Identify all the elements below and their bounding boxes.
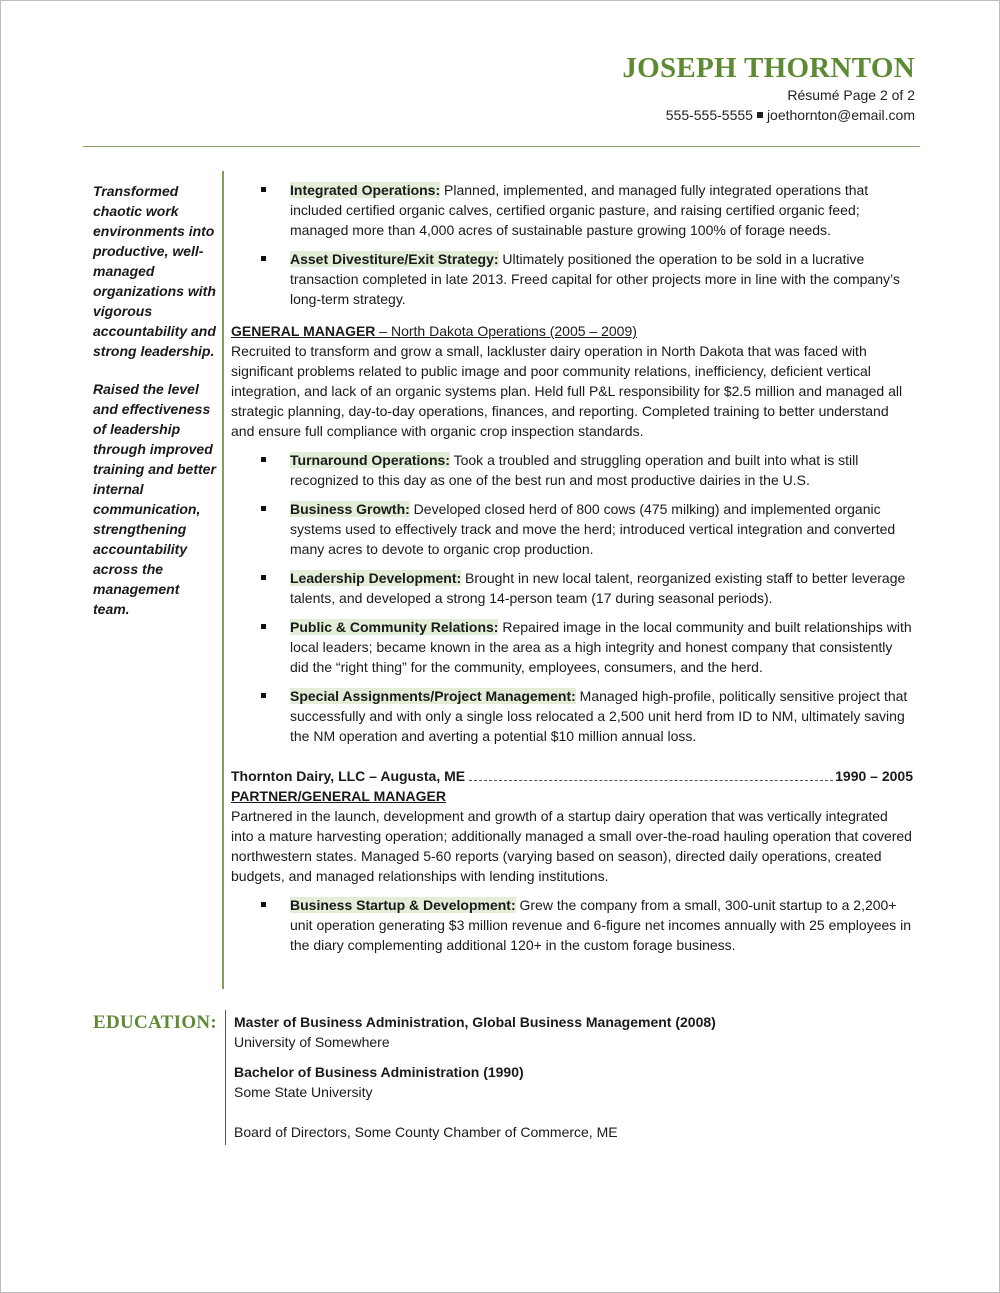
bullet-text: Brought in new local talent, reorganized existing staff to better leverage talents, and developed a strong 14-person team (17 during seasonal periods). [290, 570, 906, 606]
company-name: Thornton Dairy, LLC – Augusta, ME [231, 768, 466, 784]
sidebar [93, 181, 217, 619]
bullet-title: Public & Community Relations: [290, 619, 499, 635]
bullet-list [231, 450, 913, 746]
square-bullet-icon [757, 112, 763, 118]
education-entry [234, 1012, 914, 1052]
square-bullet-icon [261, 575, 266, 580]
bullet-title: Special Assignments/Project Management: [290, 688, 576, 704]
role-heading [231, 321, 913, 341]
bullet-text: Ultimately positioned the operation to be sold in a lucrative transaction completed in late 2013. Freed capital for other projects more in line with the company’s long-term strategy. [290, 251, 900, 307]
bullet-list [231, 895, 913, 955]
list-item [231, 450, 913, 490]
board-membership: Board of Directors, Some County Chamber of Commerce, ME [234, 1124, 618, 1140]
bullet-text: Developed closed herd of 800 cows (475 milking) and implemented organic systems used to effectively track and move the herd; introduced vertical integration and converted many acres to devote to organic crop production. [290, 501, 896, 557]
list-item [231, 249, 913, 309]
bullet-text: Repaired image in the local community and built relationships with local leaders; became known in the area as a high integrity and honest company that consistently did the “right thing” for the community, employees, consumers, and the herd. [290, 619, 912, 675]
role-summary: Recruited to transform and grow a small, lackluster dairy operation in North Dakota that was faced with significant problems related to public image and poor community relations, inefficiency, deficient vertical integration, and lack of an organic systems plan. Held full P&L responsibility for $2.5 million and managed all strategic planning, day-to-day operations, finances, and reporting. Completed training to better understand and ensure full compliance with organic crop inspection standards. [231, 343, 903, 439]
header [622, 51, 915, 125]
bullet-title: Business Growth: [290, 501, 410, 517]
sidebar-quote: Raised the level and effectiveness of leadership through improved training and better internal communication, strengthening accountability across the management team. [93, 381, 216, 617]
bullet-text: Took a troubled and struggling operation and built into what is still recognized to this day as one of the best run and most productive dairies in the U.S. [290, 452, 859, 488]
sidebar-quote: Transformed chaotic work environments into productive, well-managed organizations with vigorous accountability and strong leadership. [93, 183, 216, 359]
square-bullet-icon [261, 256, 266, 261]
list-item [231, 180, 913, 240]
square-bullet-icon [261, 624, 266, 629]
list-item [231, 568, 913, 608]
bullet-title: Asset Divestiture/Exit Strategy: [290, 251, 499, 267]
dotted-leader [469, 767, 833, 781]
education-entry [234, 1062, 914, 1102]
experience-section [231, 180, 913, 964]
header-divider [83, 146, 920, 147]
bullet-text: Managed high-profile, politically sensitive project that successfully and with only a single loss relocated a 2,500 unit herd from ID to NM, ultimately saving the NM operation and averting a potential $10 million annual loss. [290, 688, 908, 744]
education-divider [225, 1010, 226, 1145]
bullet-title: Integrated Operations: [290, 182, 441, 198]
list-item [231, 686, 913, 746]
square-bullet-icon [261, 187, 266, 192]
page-label: Résumé Page 2 of 2 [787, 87, 915, 103]
education-heading: EDUCATION: [93, 1012, 218, 1033]
list-item [231, 617, 913, 677]
bullet-title: Business Startup & Development: [290, 897, 516, 913]
square-bullet-icon [261, 457, 266, 462]
school-name: Some State University [234, 1084, 373, 1100]
education-section [234, 1012, 914, 1142]
square-bullet-icon [261, 506, 266, 511]
bullet-title: Turnaround Operations: [290, 452, 450, 468]
role-title: GENERAL MANAGER [231, 323, 376, 339]
role-location: – North Dakota Operations (2005 – 2009) [375, 323, 637, 339]
bullet-title: Leadership Development: [290, 570, 462, 586]
square-bullet-icon [261, 693, 266, 698]
sidebar-divider [222, 171, 224, 989]
degree-name: Bachelor of Business Administration (1990) [234, 1064, 524, 1080]
bullet-text: Planned, implemented, and managed fully integrated operations that included certified organic calves, certified organic pasture, and raising certified organic feed; managed more than 4,000 acres of sustainable pasture growing 100% of forage needs. [290, 182, 869, 238]
role-title: PARTNER/GENERAL MANAGER [231, 788, 446, 804]
bullet-list [231, 180, 913, 309]
role-summary: Partnered in the launch, development and growth of a startup dairy operation that was vertically integrated into a mature harvesting operation; additionally managed a small over-the-road hauling operation that covered northwestern states. Managed 5-60 reports (varying based on season), directed daily operations, created budgets, and managed relationships with lending institutions. [231, 808, 912, 884]
company-years: 1990 – 2005 [835, 768, 913, 784]
company-line [231, 766, 913, 786]
bullet-text: Grew the company from a small, 300-unit startup to a 2,200+ unit operation generating $3 million revenue and 6-figure net incomes annually with 25 employees in the diary complementing additional 120+ in the custom forage business. [290, 897, 912, 953]
contact-line [622, 105, 915, 125]
school-name: University of Somewhere [234, 1034, 390, 1050]
email-address: joethornton@email.com [766, 107, 915, 123]
list-item [231, 499, 913, 559]
phone-number: 555-555-5555 [665, 107, 753, 123]
degree-name: Master of Business Administration, Global Business Management (2008) [234, 1014, 716, 1030]
candidate-name: JOSEPH THORNTON [622, 52, 915, 84]
square-bullet-icon [261, 902, 266, 907]
list-item [231, 895, 913, 955]
